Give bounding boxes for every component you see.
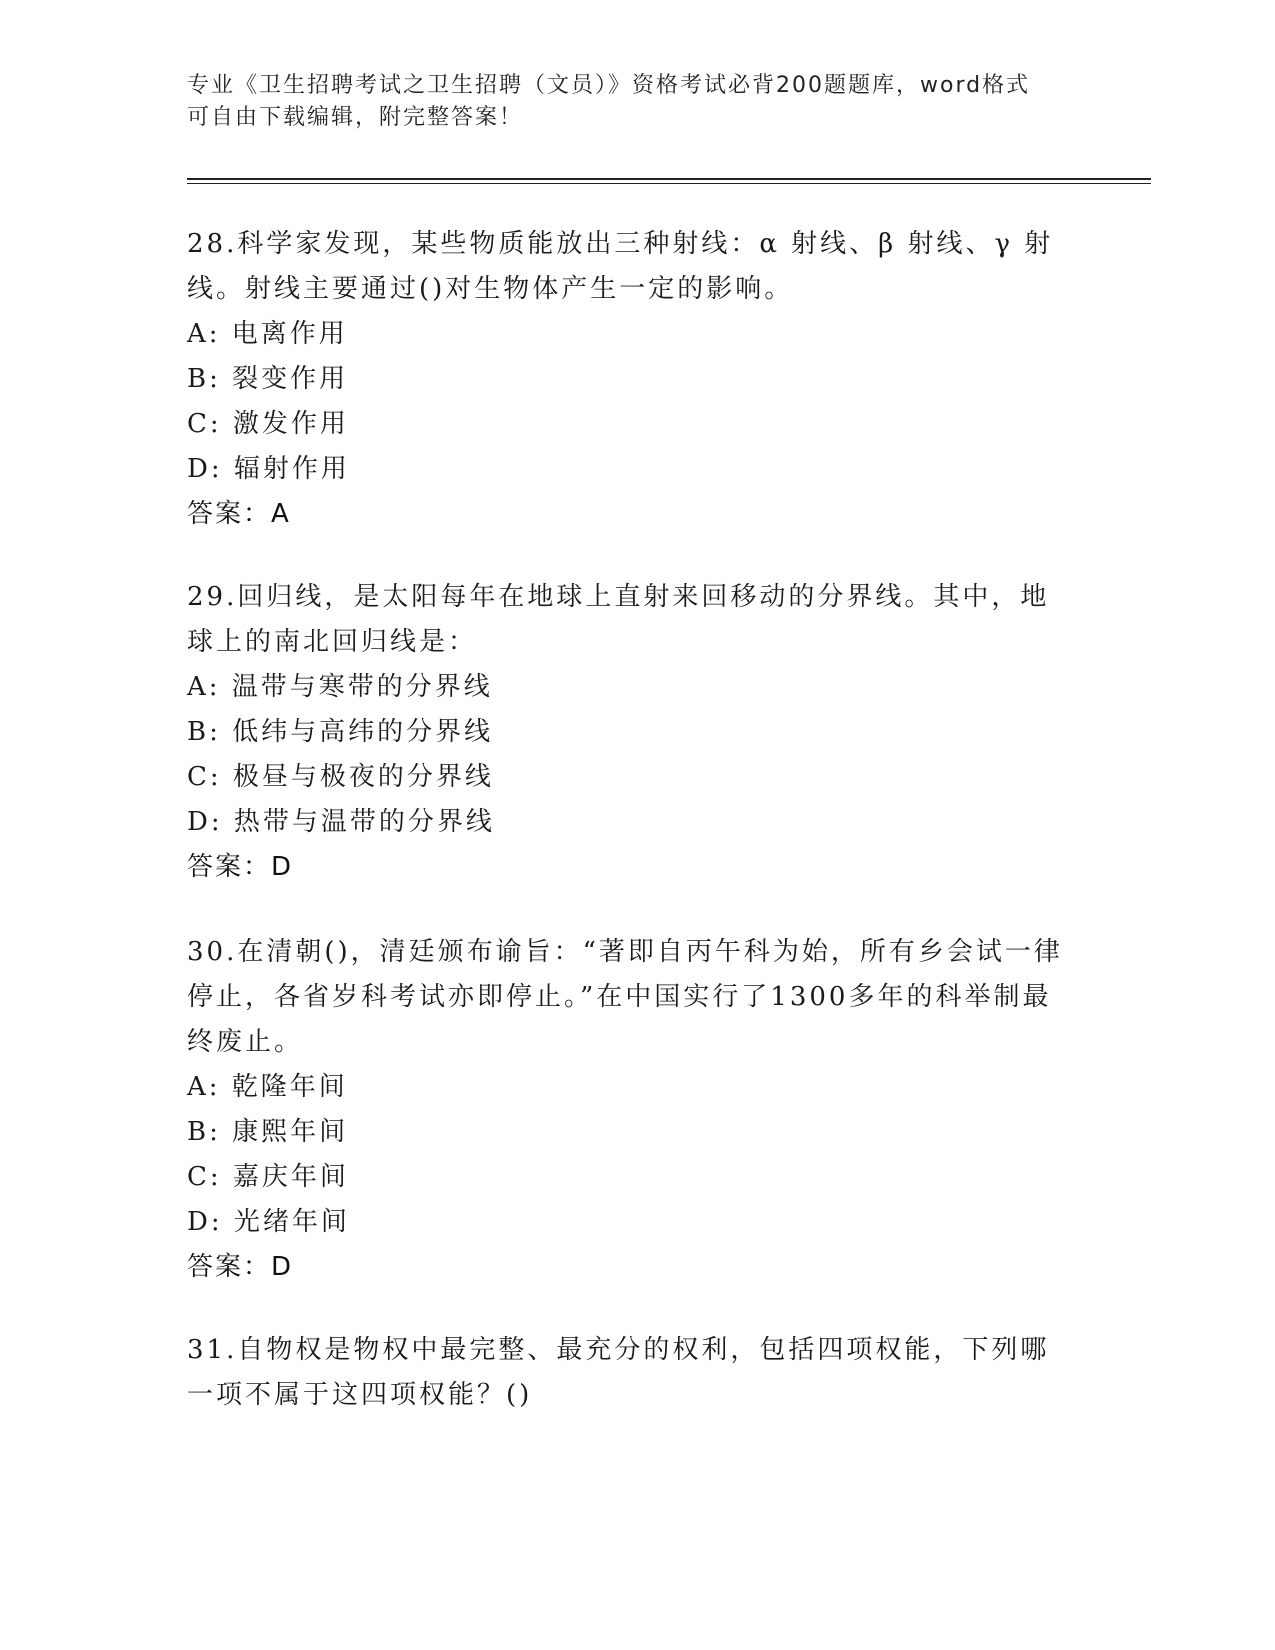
option-d: D: 热带与温带的分界线	[187, 807, 495, 837]
question-30	[187, 930, 1067, 1290]
question-stem: 28.科学家发现，某些物质能放出三种射线：α 射线、β 射线、γ 射线。射线主要通过()对生物体产生一定的影响。	[187, 229, 1054, 304]
option-a: A: 乾隆年间	[187, 1072, 348, 1102]
option-d: D: 光绪年间	[187, 1207, 350, 1237]
question-stem: 29.回归线，是太阳每年在地球上直射来回移动的分界线。其中，地球上的南北回归线是：	[187, 582, 1050, 657]
header-line-1: 专业《卫生招聘考试之卫生招聘（文员）》资格考试必背200题题库，word格式	[187, 73, 1031, 98]
document-header	[187, 70, 1067, 134]
header-rule-thin	[187, 183, 1151, 184]
answer-line: 答案：A	[187, 499, 291, 529]
answer-line: 答案：D	[187, 852, 294, 882]
option-c: C: 嘉庆年间	[187, 1162, 349, 1192]
header-line-2: 可自由下载编辑，附完整答案！	[187, 105, 524, 130]
option-d: D: 辐射作用	[187, 454, 350, 484]
option-c: C: 极昼与极夜的分界线	[187, 762, 494, 792]
question-stem: 31.自物权是物权中最完整、最充分的权利，包括四项权能，下列哪一项不属于这四项权能？()	[187, 1335, 1050, 1410]
answer-line: 答案：D	[187, 1252, 294, 1282]
question-stem: 30.在清朝()，清廷颁布谕旨：“著即自丙午科为始，所有乡会试一律停止，各省岁科考试亦即停止。”在中国实行了1300多年的科举制最终废止。	[187, 937, 1063, 1057]
question-28	[187, 222, 1067, 537]
option-b: B: 裂变作用	[187, 364, 349, 394]
option-c: C: 激发作用	[187, 409, 349, 439]
option-a: A: 温带与寒带的分界线	[187, 672, 493, 702]
option-b: B: 低纬与高纬的分界线	[187, 717, 494, 747]
option-a: A: 电离作用	[187, 319, 348, 349]
question-31	[187, 1328, 1067, 1418]
question-29	[187, 575, 1067, 890]
option-b: B: 康熙年间	[187, 1117, 349, 1147]
header-rule-thick	[187, 178, 1151, 180]
